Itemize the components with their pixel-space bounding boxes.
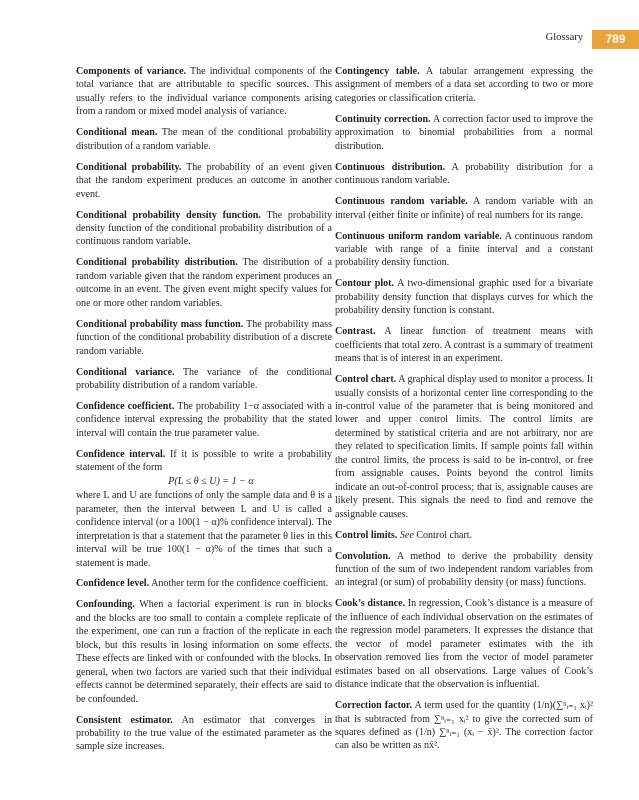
entry-term: Continuous random variable.: [335, 196, 468, 208]
glossary-entry: [335, 699, 593, 753]
entry-definition: A continuous random variable with range of a finite interval and a constant probability density function.: [335, 230, 593, 269]
entry-continuation: where L and U are functions of only the sample data and θ is a parameter, then the interval between L and U is called a confidence interval (or a 100(1 − α)% confidence interval). The interpretation is that a statement that the parameter θ lies in this interval will be true 100(1 − α)% of the times that such a statement is made.: [76, 490, 332, 569]
entry-term: Conditional probability density function.: [76, 209, 261, 221]
glossary-entry: [76, 577, 332, 590]
glossary-entry: [335, 597, 593, 691]
glossary-entry: [335, 113, 593, 153]
glossary-entry: [76, 714, 332, 754]
glossary-entry: [335, 529, 593, 542]
entry-definition: A graphical display used to monitor a process. It usually consists of a horizontal center line corresponding to the in-control value of the parameter that is being monitored and lower and upper control limits. The control limits are determined by statistical criteria and are not arbitrary, nor are they related to specification limits. If sample points fall within the control limits, the process is said to be in-control, or free from assignable causes. Points beyond the control limits indicate an out-of-control process; that is, assignable causes are likely present. This signals the need to find and remove the assignable causes.: [335, 374, 593, 520]
entry-term: Confounding.: [76, 599, 135, 611]
entry-term: Confidence interval.: [76, 448, 166, 460]
entry-term: Conditional probability distribution.: [76, 257, 238, 269]
entry-definition: Another term for the confidence coefficient.: [151, 578, 329, 590]
right-column: [335, 65, 593, 760]
entry-term: Conditional probability mass function.: [76, 318, 244, 330]
glossary-entry: [335, 550, 593, 590]
entry-term: Convolution.: [335, 550, 391, 562]
entry-definition: A linear function of treatment means with coefficients that total zero. A contrast is a summary of treatment means that is of interest in an experiment.: [335, 326, 593, 365]
entry-definition: The mean of the conditional probability distribution of a random variable.: [76, 127, 332, 152]
glossary-entry: [335, 373, 593, 521]
glossary-entry: [76, 65, 332, 119]
page-header: [0, 30, 639, 50]
glossary-entry: [76, 400, 332, 440]
entry-definition: The distribution of a random variable given that the random experiment produces an outcome in an event. The given event might specify values for one or more other random variables.: [76, 257, 332, 309]
entry-term: Continuous uniform random variable.: [335, 230, 502, 242]
entry-definition: In regression, Cook’s distance is a measure of the influence of each individual observation on the estimates of the regression model parameters. It expresses the distance that the vector of model parameter estimates with the ith observation removed lies from the vector of model parameter estimates based on all observations. Large values of Cook’s distance indicate that the observation is influential.: [335, 598, 593, 691]
glossary-entry: [76, 161, 332, 201]
glossary-entry: [335, 277, 593, 317]
entry-term: Contingency table.: [335, 66, 420, 77]
entry-term: Consistent estimator.: [76, 714, 173, 726]
see-reference: See: [399, 529, 414, 541]
entry-definition: Control chart.: [416, 529, 473, 541]
entry-term: Conditional probability.: [76, 161, 182, 173]
entry-term: Confidence coefficient.: [76, 401, 175, 413]
left-column: [76, 65, 332, 761]
entry-definition: The probability of an event given that the random experiment produces an outcome in another event.: [76, 161, 332, 200]
glossary-entry: [335, 230, 593, 270]
entry-term: Cook’s distance.: [335, 598, 406, 610]
entry-definition: The variance of the conditional probability distribution of a random variable.: [76, 366, 332, 392]
page-number-badge: 789: [592, 30, 639, 49]
glossary-entry: [76, 126, 332, 153]
entry-definition: A random variable with an interval (either finite or infinite) of real numbers for its range.: [335, 196, 593, 221]
entry-definition: The probability density function of the conditional probability distribution of a continuous random variable.: [76, 209, 332, 248]
entry-term: Components of variance.: [76, 66, 187, 77]
glossary-entry: [76, 209, 332, 249]
entry-term: Confidence level.: [76, 578, 150, 590]
entry-definition: A method to derive the probability density function of the sum of two independent random variables from an integral (or sum) of probability density (or mass) functions.: [335, 550, 593, 589]
entry-term: Control limits.: [335, 529, 398, 541]
entry-term: Contrast.: [335, 326, 376, 338]
entry-term: Conditional variance.: [76, 366, 175, 378]
glossary-entry: [76, 318, 332, 358]
glossary-entry: [76, 256, 332, 310]
entry-term: Contour plot.: [335, 278, 394, 290]
glossary-entry: [335, 195, 593, 222]
entry-definition: The individual components of the total variance that are attributable to specific sources. This usually refers to the individual variance components arising from a random or mixed model analysis of variance.: [76, 66, 332, 118]
glossary-entry: [335, 65, 593, 105]
glossary-entry: [76, 598, 332, 706]
glossary-entry-confidence-interval: [76, 448, 332, 570]
running-header-title: Glossary: [545, 32, 583, 43]
glossary-entry: [335, 325, 593, 365]
confidence-interval-equation: P(L ≤ θ ≤ U) = 1 − α: [168, 475, 254, 487]
entry-definition: A correction factor used to improve the approximation to binomial probabilities from a normal distribution.: [335, 113, 593, 152]
entry-term: Control chart.: [335, 374, 397, 386]
entry-definition: If it is possible to write a probability statement of the form: [76, 448, 333, 474]
entry-term: Continuity correction.: [335, 113, 431, 125]
glossary-entry: [335, 161, 593, 188]
entry-definition: The probability 1−α associated with a confidence interval expressing the probability that the stated interval will contain the true parameter value.: [76, 401, 332, 439]
entry-term: Correction factor.: [335, 700, 412, 712]
entry-definition: A term used for the quantity (1/n)(∑ⁿᵢ₌₁ xᵢ)² that is subtracted from ∑ⁿᵢ₌₁ xᵢ² to give the corrected sum of squares defined as (1/n) ∑ⁿᵢ₌₁ (xᵢ − x̄)². The correction factor can also be written as nx̄².: [335, 700, 593, 752]
glossary-entry: [76, 366, 332, 393]
entry-term: Conditional mean.: [76, 127, 158, 139]
entry-definition: A two-dimensional graphic used for a bivariate probability density function that displays curves for which the probability density function is constant.: [335, 278, 593, 317]
entry-definition: A probability distribution for a continuous random variable.: [335, 161, 593, 187]
entry-definition: A tabular arrangement expressing the assignment of members of a data set according to two or more categories or classification criteria.: [335, 66, 593, 104]
entry-definition: When a factorial experiment is run in blocks and the blocks are too small to contain a complete replicate of the experiment, one can run a fraction of the replicate in each block, but this results in losing information on some effects. These effects are linked with or confounded with the blocks. In general, when two factors are varied such that their individual effects cannot be determined separately, their effects are said to be confounded.: [76, 599, 332, 705]
entry-definition: An estimator that converges in probability to the true value of the estimated parameter as the sample size increases.: [76, 714, 332, 753]
entry-term: Continuous distribution.: [335, 161, 446, 173]
entry-definition: The probability mass function of the conditional probability distribution of a discrete random variable.: [76, 318, 332, 357]
